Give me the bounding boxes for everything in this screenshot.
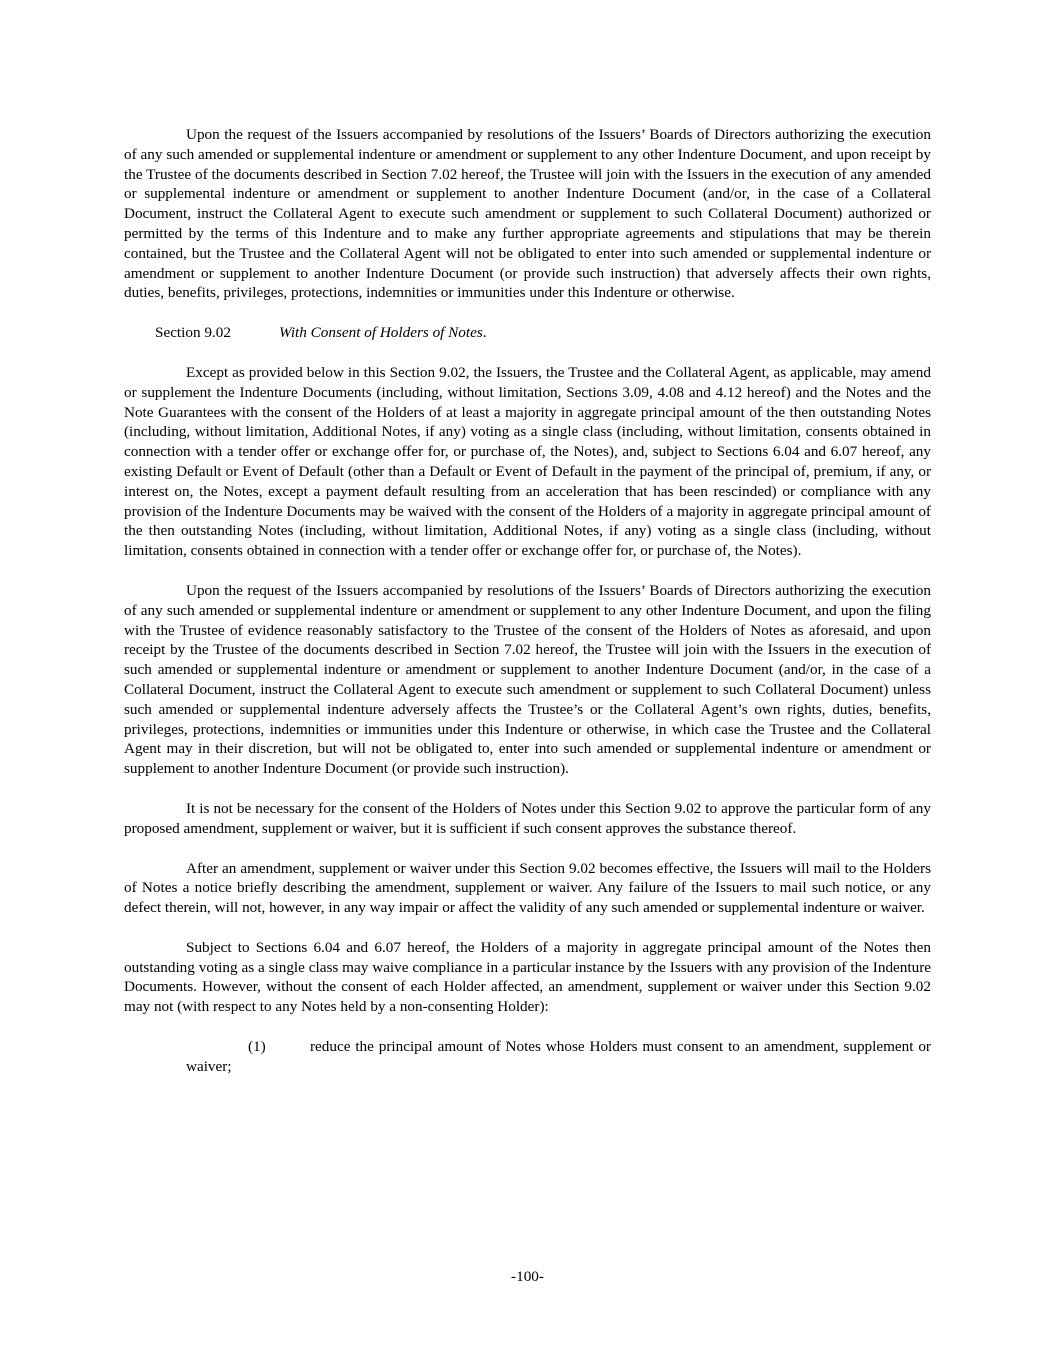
paragraph: After an amendment, supplement or waiver under this Section 9.02 becomes effective, the Issuers will mail to the Holders of Notes a notice briefly describing the amendment, supplement or waiver. Any failure of the Issuers to mail such notice, or any defect therein, will not, however, in any way impair or affect the validity of any such amended or supplemental indenture or waiver. [124, 859, 931, 917]
section-title-period: . [482, 324, 487, 342]
paragraph-intro: Upon the request of the Issuers accompanied by resolutions of the Issuers’ Boards of Directors authorizing the execution of any such amended or supplemental indenture or amendment or supplement to any other Indenture Document, and upon receipt by the Trustee of the documents described in Section 7.02 hereof, the Trustee will join with the Issuers in the execution of any amended or supplemental indenture or amendment or supplement to another Indenture Document (and/or, in the case of a Collateral Document, instruct the Collateral Agent to execute such amendment or supplement to such Collateral Document) authorized or permitted by the terms of this Indenture and to make any further appropriate agreements and stipulations that may be therein contained, but the Trustee and the Collateral Agent will not be obligated to enter into such amended or supplemental indenture or amendment or supplement to another Indenture Document (or provide such instruction) that adversely affects their own rights, duties, benefits, privileges, protections, indemnities or immunities under this Indenture or otherwise. [124, 126, 931, 302]
list-item-number: (1) [248, 1038, 266, 1056]
section-number: Section 9.02 [155, 324, 231, 342]
paragraph: Except as provided below in this Section 9.02, the Issuers, the Trustee and the Collateral Agent, as applicable, may amend or supplement the Indenture Documents (including, without limitation, Sections 3.09, 4.08 and 4.12 hereof) and the Notes and the Note Guarantees with the consent of the Holders of at least a majority in aggregate principal amount of the then outstanding Notes (including, without limitation, Additional Notes, if any) voting as a single class (including, without limitation, consents obtained in connection with a tender offer or exchange offer for, or purchase of, the Notes), and, subject to Sections 6.04 and 6.07 hereof, any existing Default or Event of Default (other than a Default or Event of Default in the payment of the principal of, premium, if any, or interest on, the Notes, except a payment default resulting from an acceleration that has been rescinded) or compliance with any provision of the Indenture Documents may be waived with the consent of the Holders of a majority in aggregate principal amount of the then outstanding Notes (including, without limitation, Additional Notes, if any) voting as a single class (including, without limitation, consents obtained in connection with a tender offer or exchange offer for, or purchase of, the Notes). [124, 363, 931, 560]
paragraph: Upon the request of the Issuers accompanied by resolutions of the Issuers’ Boards of Directors authorizing the execution of any such amended or supplemental indenture or amendment or supplement to any other Indenture Document, and upon the filing with the Trustee of evidence reasonably satisfactory to the Trustee of the consent of the Holders of Notes as aforesaid, and upon receipt by the Trustee of the documents described in Section 7.02 hereof, the Trustee will join with the Issuers in the execution of such amended or supplemental indenture or amendment or supplement to another Indenture Document (and/or, in the case of a Collateral Document, instruct the Collateral Agent to execute such amendment or supplement to such Collateral Document) unless such amended or supplemental indenture adversely affects the Trustee’s or the Collateral Agent’s own rights, duties, benefits, privileges, protections, indemnities or immunities under this Indenture or otherwise, in which case the Trustee and the Collateral Agent may in their discretion, but will not be obligated to, enter into such amended or supplemental indenture or amendment or supplement to another Indenture Document (or provide such instruction). [124, 581, 931, 778]
paragraph: Subject to Sections 6.04 and 6.07 hereof, the Holders of a majority in aggregate principal amount of the Notes then outstanding voting as a single class may waive compliance in a particular instance by the Issuers with any provision of the Indenture Documents. However, without the consent of each Holder affected, an amendment, supplement or waiver under this Section 9.02 may not (with respect to any Notes held by a non-consenting Holder): [124, 938, 931, 1016]
list-item [186, 1037, 931, 1077]
list-item-text: reduce the principal amount of Notes whose Holders must consent to an amendment, supplement or waiver; [186, 1038, 931, 1075]
paragraph: It is not be necessary for the consent of the Holders of Notes under this Section 9.02 to approve the particular form of any proposed amendment, supplement or waiver, but it is sufficient if such consent approves the substance thereof. [124, 799, 931, 837]
section-title: With Consent of Holders of Notes [279, 324, 483, 342]
section-heading [124, 323, 931, 343]
page-number: -100- [511, 1268, 544, 1285]
document-page [124, 125, 931, 1097]
